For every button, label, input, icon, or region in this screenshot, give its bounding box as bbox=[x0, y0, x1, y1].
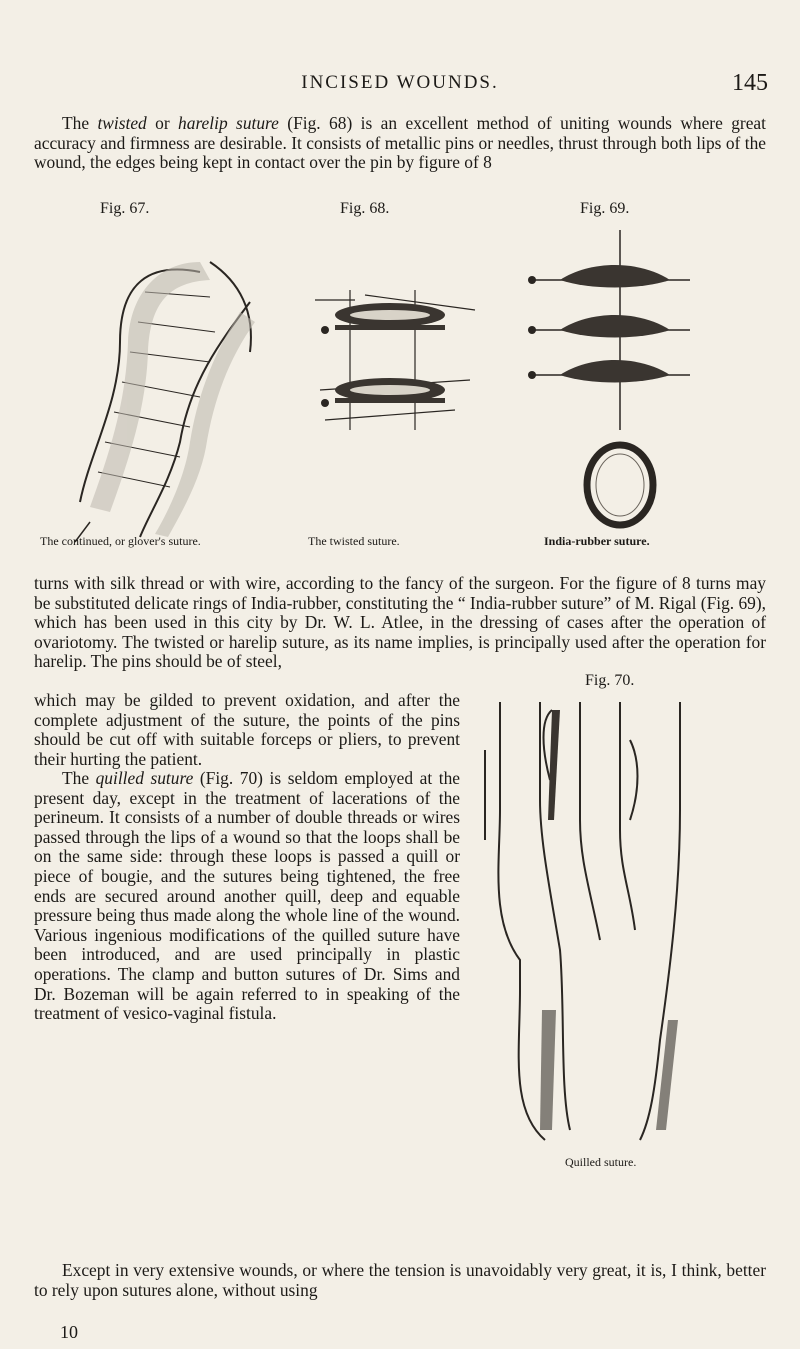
figures-row bbox=[40, 200, 760, 580]
paragraph-pins: which may be gilded to prevent oxidation, and after the complete adjustment of the suture, the points of the pins should be cut off with suitable forceps or pliers, to prevent their hurting the patient. bbox=[34, 690, 460, 769]
twisted-suture-illustration bbox=[295, 270, 485, 440]
fig67-caption: The continued, or glover's suture. bbox=[40, 534, 201, 548]
paragraph-india-rubber: turns with silk thread or with wire, according to the fancy of the surgeon. For the figure of 8 turns may be substituted delicate rings of India-rubber, constituting the “ India-rubber suture” of M. Rigal (Fig. 69), which has been used in this city by Dr. W. L. Atlee, in the dressing of cases after the operation of ovariotomy. The twisted or harelip suture, as its name implies, is principally used after the operation for harelip. The pins should be of steel, bbox=[34, 573, 766, 672]
paragraph-except-extensive: Except in very extensive wounds, or where the tension is unavoidably very great, it is, I think, better to rely upon sutures alone, without using bbox=[34, 1260, 766, 1300]
fig69-label: Fig. 69. bbox=[580, 200, 630, 217]
signature-mark: 10 bbox=[60, 1322, 78, 1342]
india-rubber-suture-illustration bbox=[520, 230, 700, 530]
quilled-suture-illustration bbox=[480, 690, 695, 1150]
fig68-label: Fig. 68. bbox=[340, 200, 390, 217]
paragraph-twisted-suture: The twisted or harelip suture (Fig. 68) is an excellent method of uniting wounds where great accuracy and firmness are desirable. It consists of metallic pins or needles, thrust through both lips of the wound, the edges being kept in contact over the pin by figure of 8 bbox=[34, 113, 766, 173]
fig70-label: Fig. 70. bbox=[585, 672, 635, 689]
page-header bbox=[0, 72, 800, 102]
continued-suture-illustration bbox=[50, 222, 280, 552]
fig70-caption: Quilled suture. bbox=[565, 1155, 637, 1169]
fig68-caption: The twisted suture. bbox=[308, 534, 400, 548]
running-head: INCISED WOUNDS. bbox=[301, 72, 499, 93]
fig69-caption: India-rubber suture. bbox=[544, 534, 650, 548]
paragraph-quilled-suture: The quilled suture (Fig. 70) is seldom employed at the present day, except in the treatment of lacerations of the perineum. It consists of a number of double threads or wires passed through the lips of a wound so that the loops shall be on the same side: through these loops is passed a quill or piece of bougie, and the sutures being tightened, the free ends are secured around another quill, deep and equable pressure being thus made along the whole line of the wound. Various ingenious modifications of the quilled suture have been introduced, and are used principally in plastic operations. The clamp and button sutures of Dr. Sims and Dr. Bozeman will be again referred to in speaking of the treatment of vesico-vaginal fistula. bbox=[34, 768, 460, 1024]
page-number: 145 bbox=[732, 70, 768, 96]
fig67-label: Fig. 67. bbox=[100, 200, 150, 217]
